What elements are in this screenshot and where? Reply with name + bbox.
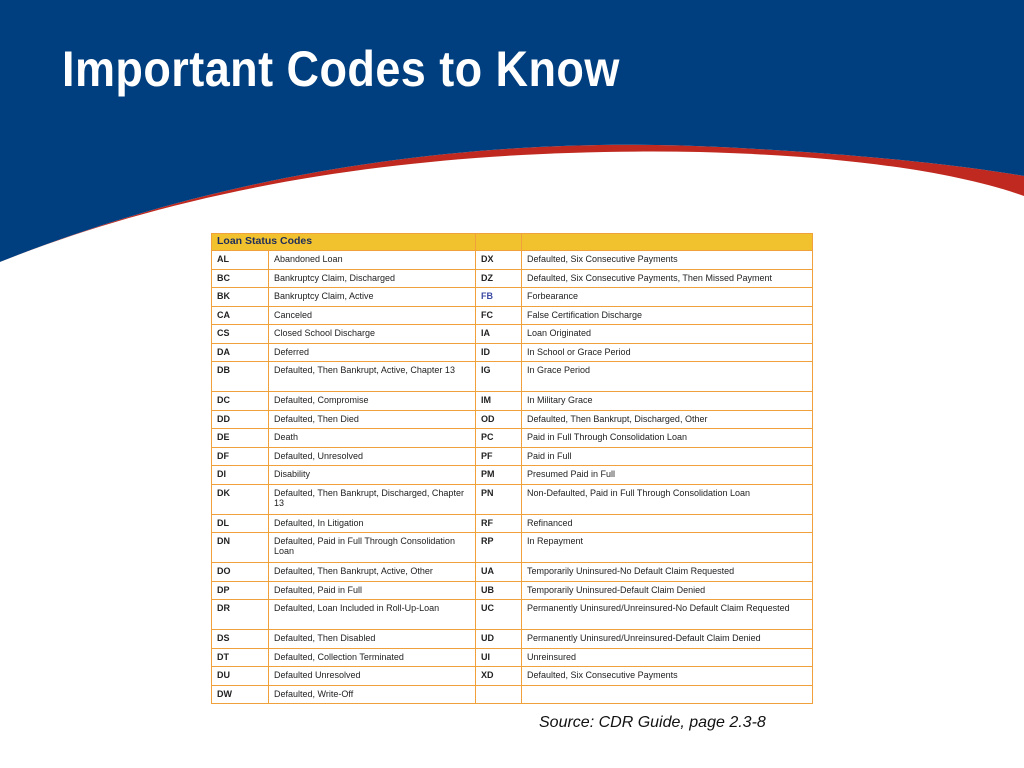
status-code: AL: [212, 251, 269, 270]
status-description: Defaulted, Compromise: [269, 392, 476, 411]
status-description: Paid in Full Through Consolidation Loan: [522, 429, 813, 448]
status-description: Paid in Full: [522, 447, 813, 466]
table-row: [212, 581, 813, 600]
status-description: False Certification Discharge: [522, 306, 813, 325]
status-code: CA: [212, 306, 269, 325]
table-row: [212, 667, 813, 686]
status-code: DE: [212, 429, 269, 448]
table-row: [212, 630, 813, 649]
table-row: [212, 533, 813, 563]
status-code: DZ: [476, 269, 522, 288]
status-code: RF: [476, 514, 522, 533]
status-code: IM: [476, 392, 522, 411]
status-description: Permanently Uninsured/Unreinsured-No Default Claim Requested: [522, 600, 813, 630]
status-description: Defaulted, Write-Off: [269, 685, 476, 704]
table-row: [212, 362, 813, 392]
status-description: Closed School Discharge: [269, 325, 476, 344]
status-code: BK: [212, 288, 269, 307]
table-row: [212, 325, 813, 344]
table-row: [212, 269, 813, 288]
status-code: RP: [476, 533, 522, 563]
status-code: ID: [476, 343, 522, 362]
status-description: Defaulted, Then Died: [269, 410, 476, 429]
table-row: [212, 288, 813, 307]
status-description: Defaulted, Then Bankrupt, Active, Chapter 13: [269, 362, 476, 392]
status-description: Unreinsured: [522, 648, 813, 667]
status-code: DP: [212, 581, 269, 600]
status-description: Defaulted, Then Disabled: [269, 630, 476, 649]
status-code: PC: [476, 429, 522, 448]
status-description: Forbearance: [522, 288, 813, 307]
status-code: DC: [212, 392, 269, 411]
status-description: Canceled: [269, 306, 476, 325]
table-row: [212, 251, 813, 270]
status-description: In School or Grace Period: [522, 343, 813, 362]
status-code: DB: [212, 362, 269, 392]
status-description: Death: [269, 429, 476, 448]
status-code: UA: [476, 563, 522, 582]
status-description: Deferred: [269, 343, 476, 362]
table-row: [212, 447, 813, 466]
status-description: Bankruptcy Claim, Discharged: [269, 269, 476, 288]
table-header-spacer: [522, 234, 813, 251]
status-code: CS: [212, 325, 269, 344]
table-row: [212, 392, 813, 411]
status-description: [522, 685, 813, 704]
table-row: [212, 466, 813, 485]
status-code: IG: [476, 362, 522, 392]
status-code: PM: [476, 466, 522, 485]
status-description: Presumed Paid in Full: [522, 466, 813, 485]
status-code: DU: [212, 667, 269, 686]
status-description: Defaulted, Then Bankrupt, Discharged, Chapter 13: [269, 484, 476, 514]
status-description: Defaulted, Six Consecutive Payments, Then Missed Payment: [522, 269, 813, 288]
table-row: [212, 563, 813, 582]
status-description: Defaulted, In Litigation: [269, 514, 476, 533]
status-code: DT: [212, 648, 269, 667]
status-code: UB: [476, 581, 522, 600]
status-description: Non-Defaulted, Paid in Full Through Consolidation Loan: [522, 484, 813, 514]
table-row: [212, 685, 813, 704]
status-description: Defaulted, Paid in Full Through Consolidation Loan: [269, 533, 476, 563]
slide-title: Important Codes to Know: [62, 41, 620, 97]
status-description: Defaulted, Loan Included in Roll-Up-Loan: [269, 600, 476, 630]
status-description: Defaulted, Then Bankrupt, Discharged, Other: [522, 410, 813, 429]
status-description: Disability: [269, 466, 476, 485]
status-code: DF: [212, 447, 269, 466]
status-code: DA: [212, 343, 269, 362]
status-description: Defaulted, Then Bankrupt, Active, Other: [269, 563, 476, 582]
status-code: [476, 685, 522, 704]
loan-status-codes-table: [211, 233, 813, 704]
status-description: Defaulted, Six Consecutive Payments: [522, 251, 813, 270]
status-description: Temporarily Uninsured-Default Claim Denied: [522, 581, 813, 600]
table-row: [212, 648, 813, 667]
status-code: DL: [212, 514, 269, 533]
table-row: [212, 410, 813, 429]
status-code: UC: [476, 600, 522, 630]
status-code: FB: [476, 288, 522, 307]
status-code: DD: [212, 410, 269, 429]
status-description: Refinanced: [522, 514, 813, 533]
table-row: [212, 429, 813, 448]
status-code: UD: [476, 630, 522, 649]
table-row: [212, 514, 813, 533]
status-code: OD: [476, 410, 522, 429]
status-description: Defaulted Unresolved: [269, 667, 476, 686]
status-description: Loan Originated: [522, 325, 813, 344]
status-description: In Repayment: [522, 533, 813, 563]
table-header-spacer: [476, 234, 522, 251]
source-citation: Source: CDR Guide, page 2.3-8: [539, 714, 766, 731]
status-description: Temporarily Uninsured-No Default Claim Requested: [522, 563, 813, 582]
table-row: [212, 600, 813, 630]
status-code: PF: [476, 447, 522, 466]
status-code: DR: [212, 600, 269, 630]
status-description: Bankruptcy Claim, Active: [269, 288, 476, 307]
status-code: IA: [476, 325, 522, 344]
table-row: [212, 306, 813, 325]
status-code: DW: [212, 685, 269, 704]
status-code: UI: [476, 648, 522, 667]
status-code: XD: [476, 667, 522, 686]
status-code: PN: [476, 484, 522, 514]
status-description: Defaulted, Collection Terminated: [269, 648, 476, 667]
status-description: Permanently Uninsured/Unreinsured-Default Claim Denied: [522, 630, 813, 649]
status-code: BC: [212, 269, 269, 288]
status-description: Defaulted, Paid in Full: [269, 581, 476, 600]
status-description: Defaulted, Unresolved: [269, 447, 476, 466]
table-header-row: [212, 234, 813, 251]
status-description: In Grace Period: [522, 362, 813, 392]
status-code: DN: [212, 533, 269, 563]
table-row: [212, 343, 813, 362]
status-code: DK: [212, 484, 269, 514]
status-code: FC: [476, 306, 522, 325]
status-code: DI: [212, 466, 269, 485]
status-code: DX: [476, 251, 522, 270]
status-code: DO: [212, 563, 269, 582]
status-description: Abandoned Loan: [269, 251, 476, 270]
status-description: Defaulted, Six Consecutive Payments: [522, 667, 813, 686]
status-description: In Military Grace: [522, 392, 813, 411]
table-header: Loan Status Codes: [212, 234, 476, 251]
table-row: [212, 484, 813, 514]
status-code: DS: [212, 630, 269, 649]
